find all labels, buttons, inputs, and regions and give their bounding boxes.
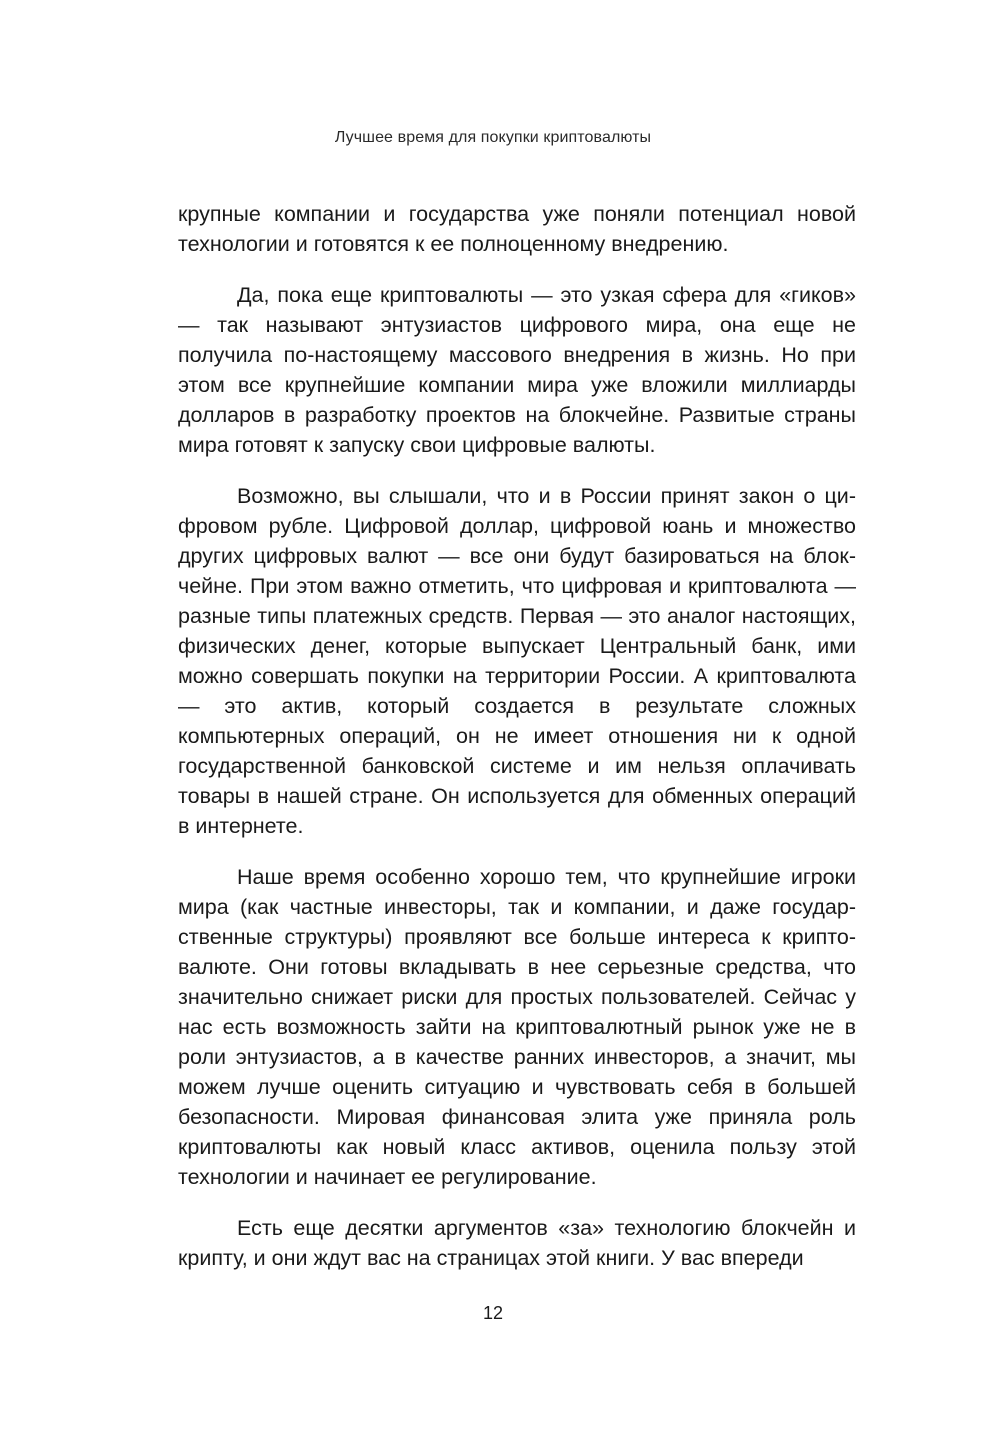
paragraph: Да, пока еще криптовалюты — это узкая сфера для «гиков» — так называют энтузиастов цифрового мира, она еще не получила по-настоящему массового внедрения в жизнь. Но при этом все крупнейшие компании мира уже вложили миллиарды долларов в разработку проектов на блокчейне. Развитые страны мира готовят к запуску свои цифровые валюты. (178, 283, 856, 457)
running-header: Лучшее время для покупки криптовалюты (334, 129, 652, 146)
body-text (178, 199, 856, 1273)
paragraph: Возможно, вы слышали, что и в России принят закон о цифровом рубле. Цифровой доллар, цифровой юань и множество других цифровых валют — все они будут базироваться на блокчейне. При этом важно отметить, что цифровая и криптовалюта — разные типы платежных средств. Первая — это аналог настоящих, физических денег, которые выпускает Центральный банк, ими можно совершать покупки на территории России. А криптовалюта — это актив, который создается в результате сложных компьютерных операций, он не имеет отношения ни к одной государственной банковской системе и им нельзя оплачивать товары в нашей стране. Он используется для обменных операций в интернете. (178, 484, 856, 838)
paragraph: крупные компании и государства уже поняли потенциал новой технологии и готовятся к ее полноценному внедрению. (178, 202, 856, 256)
paragraph: Наше время особенно хорошо тем, что крупнейшие игроки мира (как частные инвесторы, так и компании, и даже государственные структуры) проявляют все больше интереса к криптовалюте. Они готовы вкладывать в нее серьезные средства, что значительно снижает риски для простых пользователей. Сейчас у нас есть возможность зайти на криптовалютный рынок уже не в роли энтузиастов, а в качестве ранних инвесторов, а значит, мы можем лучше оценить ситуацию и чувствовать себя в большей безопасности. Мировая финансовая элита уже приняла роль криптовалюты как новый класс активов, оценила пользу этой технологии и начинает ее регулирование. (178, 865, 856, 1189)
page-number: 12 (482, 1303, 504, 1323)
paragraph: Есть еще десятки аргументов «за» технологию блокчейн и крипту, и они ждут вас на страницах этой книги. У вас впереди (178, 1216, 856, 1270)
